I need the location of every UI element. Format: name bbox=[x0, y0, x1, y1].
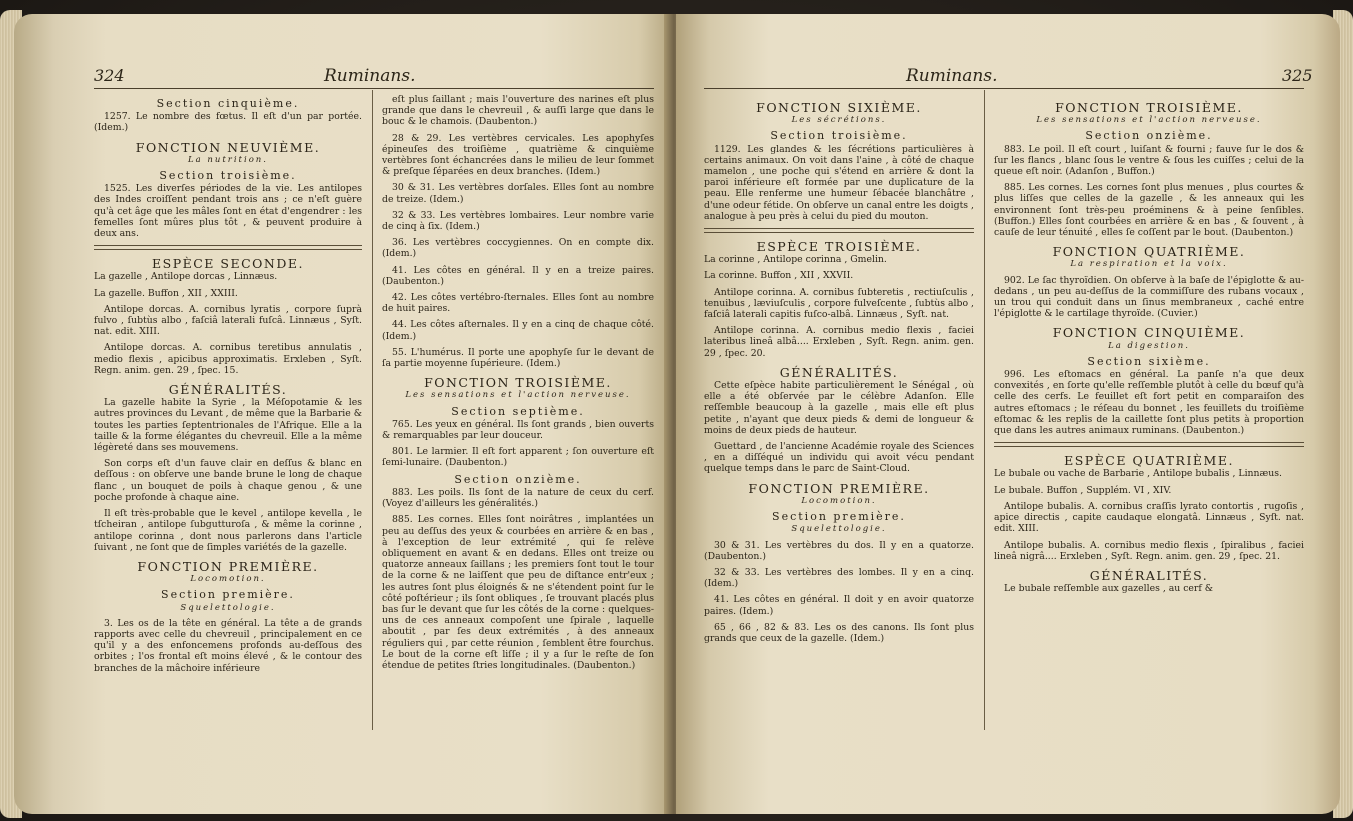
section-heading: FONCTION SIXIÈME. bbox=[756, 100, 922, 115]
paragraph: 883. Les poils. Ils ſont de la nature de ceux du cerf. (Voyez d'ailleurs les généralités.) bbox=[382, 486, 654, 510]
paragraph: eſt plus ſaillant ; mais l'ouverture des narines eſt plus grande que dans le chevreuil , & auſſi large que dans le bouc & le chamois. (Daubenton.) bbox=[382, 94, 654, 128]
paragraph: Il eſt très-probable que le kevel , antilope kevella , le tſcheiran , antilope ſubgutturoſa , & même la corinne , antilope corinna , dont nous parlerons dans l'article ſuivant , ne ſont que de ſimples variétés de la gazelle. bbox=[94, 508, 362, 553]
species-name-line: Le bubale. Buffon , Supplém. VI , XIV. bbox=[994, 484, 1172, 496]
paragraph: 32 & 33. Les vertèbres lombaires. Leur nombre varie de cinq à ſix. (Idem.) bbox=[382, 209, 654, 233]
paragraph: 65 , 66 , 82 & 83. Les os des canons. Ils ſont plus grands que ceux de la gazelle. (Idem.) bbox=[704, 621, 974, 644]
section-heading: GÉNÉRALITÉS. bbox=[168, 382, 288, 398]
paragraph: 801. Le larmier. Il eſt fort apparent ; ſon ouverture eſt ſemi-lunaire. (Daubenton.) bbox=[382, 446, 654, 469]
page-number-left: 324 bbox=[94, 66, 125, 85]
column-divider-left bbox=[372, 90, 373, 730]
paragraph: 41. Les côtes en général. Il y en a treize paires. (Daubenton.) bbox=[382, 264, 654, 287]
paragraph: La gazelle habite la Syrie , la Méſopotamie & les autres provinces du Levant , de même que la Barbarie & toutes les parties ſeptentrionales de l'Afrique. Elle a la taille & la forme élégantes du chevreuil. Elle a la même légèreté dans ses mouvemens. bbox=[94, 397, 362, 454]
section-heading: FONCTION TROISIÈME. bbox=[424, 375, 612, 391]
section-rule bbox=[94, 245, 362, 250]
section-heading: FONCTION CINQUIÈME. bbox=[1052, 325, 1246, 341]
paragraph: 36. Les vertèbres coccygiennes. On en compte dix. (Idem.) bbox=[382, 237, 654, 260]
section-heading: Section troisième. bbox=[159, 169, 297, 183]
header-rule-right bbox=[704, 88, 1304, 89]
section-heading: Section cinquième. bbox=[156, 97, 300, 110]
section-rule bbox=[704, 228, 974, 233]
subheading: Squelettologie. bbox=[180, 602, 276, 613]
page-number-right: 325 bbox=[1282, 66, 1313, 85]
paragraph: Le bubale reſſemble aux gazelles , au cerf & bbox=[1004, 583, 1214, 595]
header-rule-left bbox=[94, 88, 654, 89]
paragraph: 32 & 33. Les vertèbres des lombes. Il y en a cinq. (Idem.) bbox=[704, 566, 974, 590]
paragraph: 30 & 31. Les vertèbres dorſales. Elles ſont au nombre de treize. (Idem.) bbox=[382, 182, 654, 205]
paragraph: Antilope dorcas. A. cornibus lyratis , corpore ſuprà fulvo , ſubtùs albo , faſciâ laterali fuſcâ. Linnæus , Syſt. nat. edit. XIII. bbox=[94, 303, 362, 338]
subheading: Les sécrétions. bbox=[791, 115, 887, 126]
paragraph: 30 & 31. Les vertèbres du dos. Il y en a quatorze. (Daubenton.) bbox=[704, 539, 974, 562]
section-heading: Section première. bbox=[161, 588, 295, 602]
section-heading: Section première. bbox=[772, 510, 906, 524]
paragraph: 885. Les cornes. Elles ſont noirâtres , implantées un peu au deſſus des yeux & courbées en arrière & en bas , à l'exception de leur extrémité , qui ſe relève obliquement en avant & en dedans. Elles ont treize ou quatorze anneaux ſaillans ; les premiers ſont tout le tour de la corne & ne laiſſent que peu de diſtance entr'eux ; les autres ſont plus éloignés & ne s'étendent point ſur le côté poſtérieur ; ils ſont obliques , ſe trouvant placés plus bas ſur le devant que ſur les côtés de la corne : quelques-uns de ces anneaux compoſent une ſpirale , laquelle aboutit , par ſes deux extrémités , à des anneaux réguliers qui , par cette réunion , ſemblent être fourchus. Le bout de la corne eſt liſſe ; il y a ſur le reſte de ſon étendue de petites ſtries longitudinales. (Daubenton.) bbox=[382, 514, 654, 671]
paragraph: 55. L'humérus. Il porte une apophyſe ſur le devant de ſa partie moyenne ſupérieure. (Idem.) bbox=[382, 346, 654, 370]
right-page bbox=[676, 14, 1340, 814]
section-heading: Section sixième. bbox=[1087, 354, 1211, 368]
paragraph: 28 & 29. Les vertèbres cervicales. Les apophyſes épineuſes des troiſième , quatrième & cinquième vertèbres ſont échancrées dans le milieu de leur ſommet & preſque ſéparées en deux branches. (Idem.) bbox=[382, 132, 654, 178]
paragraph: 41. Les côtes en général. Il doit y en avoir quatorze paires. (Idem.) bbox=[704, 594, 974, 617]
paragraph: Antilope corinna. A. cornibus ſubteretis , rectiuſculis , tenuibus , læviuſculis , corpore fulveſcente , ſubtùs albo , faſciâ laterali capitis fuſco-albâ. Linnæus , Syſt. nat. bbox=[704, 286, 974, 321]
section-heading: GÉNÉRALITÉS. bbox=[779, 364, 899, 380]
left-column-2 bbox=[382, 94, 654, 676]
species-name-line: La gazelle , Antilope dorcas , Linnæus. bbox=[94, 271, 278, 283]
section-heading: ESPÈCE SECONDE. bbox=[152, 256, 304, 272]
paragraph: Antilope corinna. A. cornibus medio flexis , faciei lateribus lineâ albâ.... Erxleben , Syſt. Regn. anim. gen. 29 , ſpec. 20. bbox=[704, 325, 974, 359]
paragraph: Antilope bubalis. A. cornibus craſſis lyrato contortis , rugoſis , apice directis , capite caudaque elongatâ. Linnæus , Syſt. nat. edit. XIII. bbox=[994, 500, 1304, 535]
left-page bbox=[14, 14, 672, 814]
subheading: Les sensations et l'action nerveuse. bbox=[1036, 115, 1262, 126]
species-name-line: La corinne , Antilope corinna , Gmelin. bbox=[704, 254, 887, 266]
section-heading: Section onzième. bbox=[454, 472, 582, 486]
paragraph: 996. Les eſtomacs en général. La panſe n'a que deux convexités , en ſorte qu'elle reſſemble plutôt à celle du bœuf qu'à celle des cerfs. Le feuillet eſt fort petit en comparaiſon des autres eſtomacs ; le réſeau du bonnet , les feuillets du troiſième eſtomac & les replis de la caillette ſont plus petits à proportion que dans les autres animaux ruminans. (Daubenton.) bbox=[994, 369, 1304, 437]
subheading: Locomotion. bbox=[190, 574, 266, 585]
paragraph: Guettard , de l'ancienne Académie royale des Sciences , en a diſſéqué un individu qui avoit vécu pendant quelque temps dans le parc de Saint-Cloud. bbox=[704, 441, 974, 475]
section-heading: FONCTION NEUVIÈME. bbox=[135, 139, 321, 155]
subheading: La digestion. bbox=[1108, 340, 1190, 351]
right-column-2 bbox=[994, 94, 1304, 599]
section-heading: FONCTION QUATRIÈME. bbox=[1052, 244, 1246, 260]
paragraph: 883. Le poil. Il eſt court , luiſant & fourni ; fauve ſur le dos & ſur les flancs , blanc ſous le ventre & ſous les cuiſſes ; celui de la queue eſt noir. (Adanſon , Buffon.) bbox=[994, 143, 1304, 178]
paragraph: 765. Les yeux en général. Ils ſont grands , bien ouverts & remarquables par leur douceur. bbox=[382, 418, 654, 442]
section-rule bbox=[994, 442, 1304, 447]
paragraph: Son corps eſt d'un fauve clair en deſſus & blanc en deſſous : on obſerve une bande brune le long de chaque flanc , un bouquet de poils à chaque genou , & une poche profonde à chaque aine. bbox=[94, 458, 362, 503]
running-head-left: Ruminans. bbox=[324, 66, 416, 86]
running-head-right: Ruminans. bbox=[906, 66, 998, 86]
section-heading: Section septième. bbox=[451, 404, 585, 418]
column-divider-right bbox=[984, 90, 985, 730]
subheading: La respiration et la voix. bbox=[1070, 259, 1228, 270]
species-name-line: La gazelle. Buffon , XII , XXIII. bbox=[94, 287, 238, 299]
section-heading: GÉNÉRALITÉS. bbox=[1089, 567, 1209, 583]
subheading: Les sensations et l'action nerveuse. bbox=[405, 390, 631, 401]
paragraph: 902. Le ſac thyroïdien. On obſerve à la baſe de l'épiglotte & au-dedans , un peu au-deſſus de la commiſſure des rubans vocaux , un trou qui conduit dans un ſinus membraneux , caché entre l'épiglotte & le cartilage thyroïde. (Cuvier.) bbox=[994, 274, 1304, 320]
subheading: La nutrition. bbox=[188, 154, 268, 165]
paragraph: Antilope bubalis. A. cornibus medio flexis , ſpiralibus , faciei lineâ nigrâ.... Erxleben , Syſt. Regn. anim. gen. 29 , ſpec. 21. bbox=[994, 539, 1304, 562]
section-heading: Section troisième. bbox=[770, 129, 908, 143]
paragraph: 42. Les côtes vertébro-ſternales. Elles ſont au nombre de huit paires. bbox=[382, 292, 654, 315]
subheading: Locomotion. bbox=[801, 495, 877, 506]
species-name-line: Le bubale ou vache de Barbarie , Antilope bubalis , Linnæus. bbox=[994, 468, 1282, 480]
left-column-1 bbox=[94, 94, 362, 679]
paragraph: Cette eſpèce habite particulièrement le Sénégal , où elle a été obſervée par le célèbre Adanſon. Elle reſſemble beaucoup à la gazelle , mais elle eſt plus petite , n'ayant que deux pieds & demi de longueur & moins de deux pieds de hauteur. bbox=[704, 380, 974, 436]
section-heading: FONCTION PREMIÈRE. bbox=[137, 558, 319, 574]
paragraph: Antilope dorcas. A. cornibus teretibus annulatis , medio flexis , apicibus approximatis. Erxleben , Syſt. Regn. anim. gen. 29 , ſpec. 15. bbox=[94, 342, 362, 376]
section-heading: ESPÈCE QUATRIÈME. bbox=[1064, 453, 1234, 469]
paragraph: 1257. Le nombre des fœtus. Il eſt d'un par portée. (Idem.) bbox=[94, 111, 362, 134]
paragraph: 44. Les côtes aſternales. Il y en a cinq de chaque côté. (Idem.) bbox=[382, 319, 654, 342]
section-heading: ESPÈCE TROISIÈME. bbox=[756, 239, 922, 255]
section-heading: FONCTION PREMIÈRE. bbox=[748, 480, 930, 496]
section-heading: FONCTION TROISIÈME. bbox=[1055, 100, 1243, 115]
paragraph: 1525. Les diverſes périodes de la vie. Les antilopes des Indes croiſſent pendant trois ans ; ce n'eſt guère qu'à cet âge que les mâles ſont en état d'engendrer : les femelles ſont mûres plus tôt , & peuvent produire à deux ans. bbox=[94, 183, 362, 240]
section-heading: Section onzième. bbox=[1085, 129, 1213, 143]
paragraph: 885. Les cornes. Les cornes ſont plus menues , plus courtes & plus liſſes que celles de la gazelle , & les anneaux qui les environnent ſont très-peu proéminens & à peine ſenſibles. (Buffon.) Elles ſont courbées en arrière & en bas , & ſouvent , à cauſe de leur ténuité , elles ſe coſſent par le bout. (Daubenton.) bbox=[994, 182, 1304, 239]
right-column-1 bbox=[704, 94, 974, 649]
species-name-line: La corinne. Buffon , XII , XXVII. bbox=[704, 270, 854, 282]
paragraph: 3. Les os de la tête en général. La tête a de grands rapports avec celle du chevreuil , principalement en ce qu'il y a des enfoncemens profonds au-deſſous des orbites ; l'os frontal eſt moins élevé , & le contour des branches de la mâchoire inférieure bbox=[94, 617, 362, 674]
subheading: Squelettologie. bbox=[791, 524, 887, 535]
paragraph: 1129. Les glandes & les ſécrétions particulières à certains animaux. On voit dans l'aine , à côté de chaque mamelon , une poche qui s'étend en arrière & dont la paroi inférieure eſt formée par une duplicature de la peau. Elle renferme une humeur ſébacée blanchâtre , d'une odeur fétide. On obſerve un canal entre les doigts , analogue à peu près à celui du pied du mouton. bbox=[704, 143, 974, 222]
